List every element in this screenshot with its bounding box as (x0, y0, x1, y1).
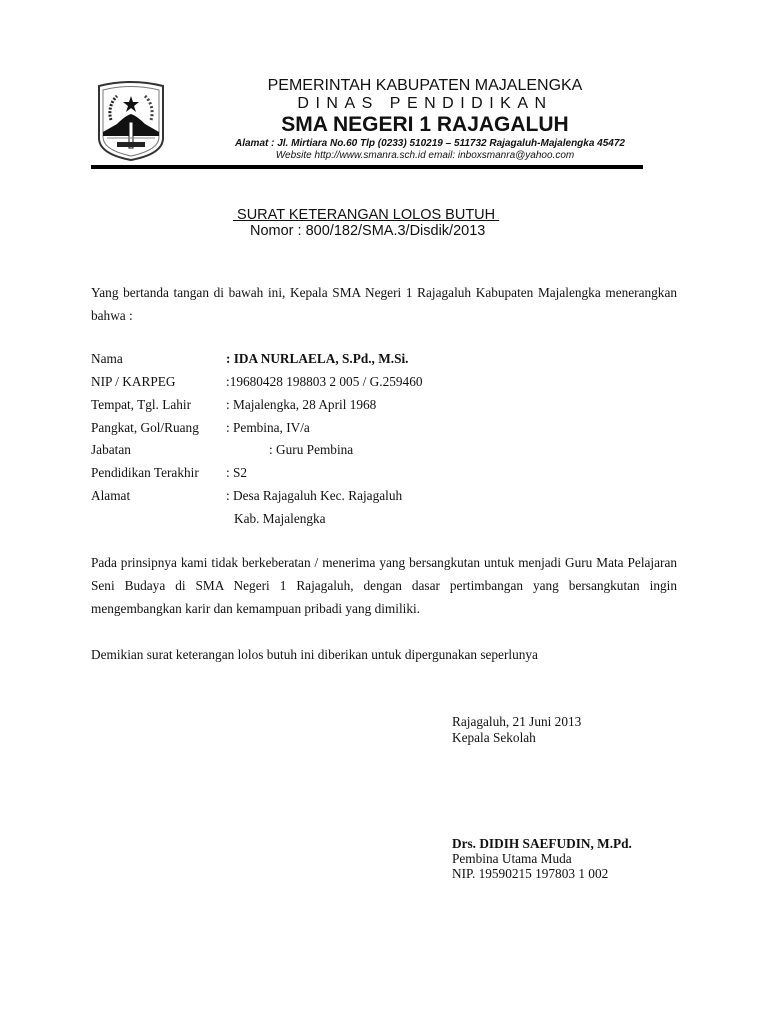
document-number: Nomor : 800/182/SMA.3/Disdik/2013 (250, 223, 486, 239)
field-value: : Desa Rajagaluh Kec. Rajagaluh (226, 488, 403, 503)
field-value: : IDA NURLAELA, S.Pd., M.Si. (226, 351, 409, 366)
signature-place-date: Rajagaluh, 21 Juni 2013 (452, 714, 582, 729)
field-value: : Guru Pembina (269, 442, 354, 457)
school-emblem-icon (93, 80, 169, 162)
field-label: Pangkat, Gol/Ruang (91, 420, 199, 435)
body-paragraph: Pada prinsipnya kami tidak berkeberatan / menerima yang bersangkutan untuk menjadi Guru Mata Pelajaran Seni Budaya di SMA Negeri 1 Rajagaluh, dengan dasar pertimbangan yang bersangkutan ingin mengembangkan karir dan kemampuan pribadi yang dimiliki. (91, 555, 677, 616)
document-title: SURAT KETERANGAN LOLOS BUTUH (233, 207, 500, 223)
government-name: PEMERINTAH KABUPATEN MAJALENGKA (267, 77, 583, 94)
intro-paragraph: Yang bertanda tangan di bawah ini, Kepala SMA Negeri 1 Rajagaluh Kabupaten Majalengka menerangkan bahwa : (91, 285, 677, 323)
closing-paragraph: Demikian surat keterangan lolos butuh ini diberikan untuk dipergunakan seperlunya (91, 647, 538, 662)
letterhead-divider (91, 165, 643, 169)
field-value: Kab. Majalengka (234, 511, 326, 526)
field-label: Tempat, Tgl. Lahir (91, 397, 191, 412)
field-label: Alamat (91, 488, 131, 503)
school-contact: Website http://www.smanra.sch.id email: inboxsmanra@yahoo.com (275, 150, 575, 161)
field-label: Nama (91, 351, 123, 366)
letterhead (190, 76, 660, 162)
signature-rank: Pembina Utama Muda (452, 851, 572, 866)
field-value: : Pembina, IV/a (226, 420, 310, 435)
school-address: Alamat : Jl. Mirtiara No.60 Tlp (0233) 510219 – 511732 Rajagaluh-Majalengka 45472 (234, 138, 625, 149)
signature-position: Kepala Sekolah (452, 730, 536, 745)
field-value: :19680428 198803 2 005 / G.259460 (226, 374, 423, 389)
signature-name: Drs. DIDIH SAEFUDIN, M.Pd. (452, 836, 632, 851)
agency-name: DINAS PENDIDIKAN (297, 95, 553, 112)
school-name: SMA NEGERI 1 RAJAGALUH (281, 113, 569, 136)
field-label: Jabatan (91, 442, 131, 457)
field-value: : S2 (226, 465, 248, 480)
field-label: Pendidikan Terakhir (91, 465, 199, 480)
signature-nip: NIP. 19590215 197803 1 002 (452, 866, 609, 881)
field-value: : Majalengka, 28 April 1968 (226, 397, 377, 412)
field-label: NIP / KARPEG (91, 374, 176, 389)
